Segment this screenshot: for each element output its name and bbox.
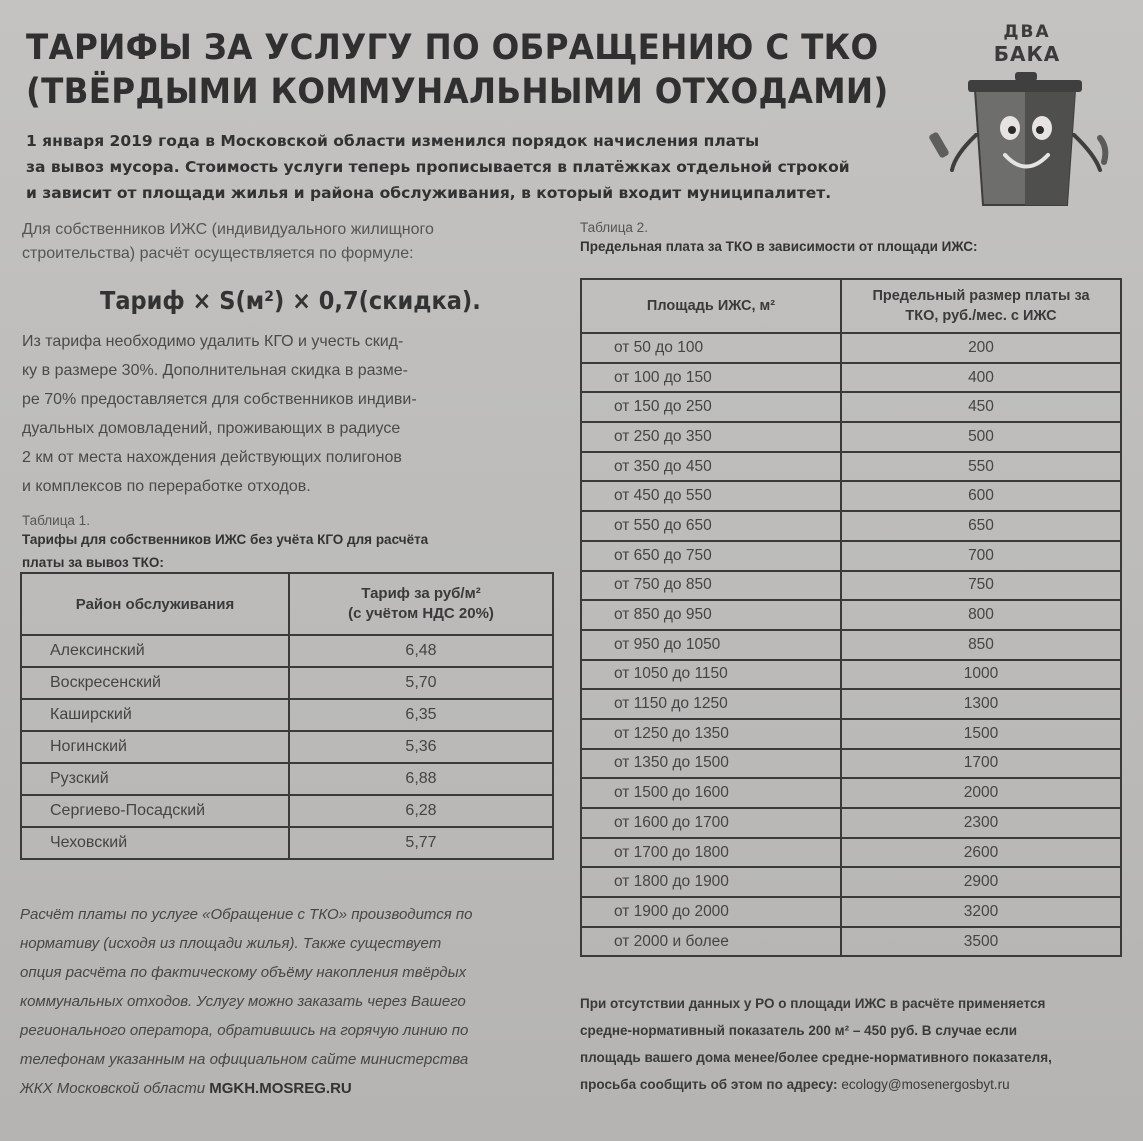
- price-cell: 850: [841, 630, 1121, 660]
- column-header-district: Район обслуживания: [21, 573, 289, 635]
- area-price-table: [580, 278, 1122, 957]
- trash-bin-mascot-icon: [920, 20, 1130, 210]
- table-row: [21, 667, 553, 699]
- info-line-text: ЖКХ Московской области: [20, 1080, 206, 1097]
- price-cell: 2000: [841, 778, 1121, 808]
- page-title: [26, 26, 889, 114]
- info-line: регионального оператора, обратившись на горячую линию по: [20, 1022, 469, 1039]
- area-cell: от 1500 до 1600: [581, 778, 841, 808]
- title-line-2: (ТВЁРДЫМИ КОММУНАЛЬНЫМИ ОТХОДАМИ): [26, 72, 889, 112]
- logo-text-line-1: ДВА: [1003, 22, 1051, 42]
- rate-cell: 5,70: [289, 667, 553, 699]
- contact-email-link[interactable]: ecology@mosenergosbyt.ru: [841, 1077, 1010, 1092]
- max-price-header-line: ТКО, руб./мес. с ИЖС: [905, 308, 1057, 324]
- price-cell: 1000: [841, 660, 1121, 690]
- area-cell: от 1900 до 2000: [581, 897, 841, 927]
- left-column: [20, 218, 560, 574]
- price-cell: 1300: [841, 689, 1121, 719]
- rate-cell: 5,36: [289, 731, 553, 763]
- price-cell: 2600: [841, 838, 1121, 868]
- district-cell: Алексинский: [21, 635, 289, 667]
- table-row: [581, 511, 1121, 541]
- area-cell: от 1150 до 1250: [581, 689, 841, 719]
- area-cell: от 450 до 550: [581, 481, 841, 511]
- info-line: телефонам указанным на официальном сайте министерства: [20, 1051, 469, 1068]
- max-price-header-line: Предельный размер платы за: [872, 288, 1090, 304]
- intro-line: 1 января 2019 года в Московской области изменился порядок начисления платы: [26, 132, 760, 150]
- price-cell: 500: [841, 422, 1121, 452]
- table-row: [581, 660, 1121, 690]
- district-cell: Каширский: [21, 699, 289, 731]
- table-row: [581, 927, 1121, 957]
- rate-cell: 6,88: [289, 763, 553, 795]
- area-cell: от 1800 до 1900: [581, 867, 841, 897]
- ministry-website-link[interactable]: MGKH.MOSREG.RU: [209, 1080, 352, 1097]
- rate-cell: 6,48: [289, 635, 553, 667]
- price-cell: 650: [841, 511, 1121, 541]
- area-cell: от 950 до 1050: [581, 630, 841, 660]
- table-row: [581, 541, 1121, 571]
- table-row: [581, 571, 1121, 601]
- table-row: [581, 422, 1121, 452]
- table-row: [581, 363, 1121, 393]
- area-cell: от 50 до 100: [581, 333, 841, 363]
- price-cell: 800: [841, 600, 1121, 630]
- formula-explanation-line: Из тарифа необходимо удалить КГО и учесть скид-: [22, 333, 404, 350]
- table-header-row: [21, 573, 553, 635]
- table-row: [581, 808, 1121, 838]
- table-row: [581, 333, 1121, 363]
- note-line: средне-нормативный показатель 200 м² – 450 руб. В случае если: [580, 1023, 1018, 1038]
- area-cell: от 100 до 150: [581, 363, 841, 393]
- rate-header-line: Тариф за руб/м²: [361, 585, 481, 602]
- info-line: опция расчёта по фактическому объёму накопления твёрдых: [20, 964, 467, 981]
- price-cell: 450: [841, 392, 1121, 422]
- price-cell: 400: [841, 363, 1121, 393]
- table-row: [581, 838, 1121, 868]
- table-row: [21, 635, 553, 667]
- price-cell: 550: [841, 452, 1121, 482]
- table-row: [21, 763, 553, 795]
- tariff-formula: Тариф × S(м²) × 0,7(скидка).: [100, 286, 481, 315]
- formula-explanation-line: ку в размере 30%. Дополнительная скидка в разме-: [22, 362, 408, 379]
- rate-header-line: (с учётом НДС 20%): [348, 605, 494, 622]
- table-row: [581, 481, 1121, 511]
- note-line: площадь вашего дома менее/более средне-нормативного показателя,: [580, 1050, 1052, 1065]
- price-cell: 3200: [841, 897, 1121, 927]
- note-line-text: просьба сообщить об этом по адресу:: [580, 1077, 838, 1092]
- district-cell: Ногинский: [21, 731, 289, 763]
- table-row: [581, 630, 1121, 660]
- intro-paragraph: [26, 128, 918, 206]
- note-line: [580, 1071, 1140, 1098]
- table1-title-line: платы за вывоз ТКО:: [22, 555, 164, 570]
- table2-caption: Таблица 2.: [580, 220, 648, 235]
- table-row: [21, 795, 553, 827]
- rate-cell: 6,35: [289, 699, 553, 731]
- table-row: [581, 897, 1121, 927]
- area-cell: от 1050 до 1150: [581, 660, 841, 690]
- column-header-rate: [289, 573, 553, 635]
- area-cell: от 150 до 250: [581, 392, 841, 422]
- table-row: [21, 731, 553, 763]
- column-header-max-price: [841, 279, 1121, 333]
- table-row: [21, 699, 553, 731]
- calculation-info-paragraph: [20, 900, 560, 1103]
- district-cell: Воскресенский: [21, 667, 289, 699]
- area-cell: от 550 до 650: [581, 511, 841, 541]
- table-row: [581, 867, 1121, 897]
- area-cell: от 250 до 350: [581, 422, 841, 452]
- table-row: [581, 689, 1121, 719]
- formula-explanation-line: дуальных домовладений, проживающих в радиусе: [22, 420, 401, 437]
- table-header-row: [581, 279, 1121, 333]
- title-line-1: ТАРИФЫ ЗА УСЛУГУ ПО ОБРАЩЕНИЮ С ТКО: [26, 28, 879, 68]
- intro-line: и зависит от площади жилья и района обслуживания, в который входит муниципалитет.: [26, 184, 832, 202]
- column-header-area: Площадь ИЖС, м²: [581, 279, 841, 333]
- table1-title-line: Тарифы для собственников ИЖС без учёта КГО для расчёта: [22, 532, 429, 547]
- district-cell: Сергиево-Посадский: [21, 795, 289, 827]
- area-cell: от 750 до 850: [581, 571, 841, 601]
- formula-explanation-line: и комплексов по переработке отходов.: [22, 478, 311, 495]
- missing-area-note: [580, 990, 1140, 1098]
- table1-title: [22, 528, 560, 574]
- formula-explanation-line: ре 70% предоставляется для собственников индиви-: [22, 391, 417, 408]
- formula-note-line: строительства) расчёт осуществляется по формуле:: [22, 245, 414, 262]
- area-cell: от 350 до 450: [581, 452, 841, 482]
- district-cell: Чеховский: [21, 827, 289, 859]
- table2-title: Предельная плата за ТКО в зависимости от площади ИЖС:: [580, 239, 978, 254]
- formula-explanation-line: 2 км от места нахождения действующих полигонов: [22, 449, 402, 466]
- table2-header: [580, 220, 1140, 254]
- price-cell: 1700: [841, 749, 1121, 779]
- table-row: [581, 778, 1121, 808]
- area-cell: от 1250 до 1350: [581, 719, 841, 749]
- table-row: [581, 749, 1121, 779]
- area-cell: от 1700 до 1800: [581, 838, 841, 868]
- area-cell: от 1600 до 1700: [581, 808, 841, 838]
- area-cell: от 1350 до 1500: [581, 749, 841, 779]
- price-cell: 750: [841, 571, 1121, 601]
- info-line: [20, 1074, 560, 1103]
- info-line: нормативу (исходя из площади жилья). Также существует: [20, 935, 442, 952]
- area-cell: от 2000 и более: [581, 927, 841, 957]
- rate-cell: 5,77: [289, 827, 553, 859]
- price-cell: 2300: [841, 808, 1121, 838]
- area-cell: от 850 до 950: [581, 600, 841, 630]
- price-cell: 200: [841, 333, 1121, 363]
- dva-baka-logo: [920, 20, 1130, 210]
- info-line: Расчёт платы по услуге «Обращение с ТКО» производится по: [20, 906, 473, 923]
- note-line: При отсутствии данных у РО о площади ИЖС в расчёте применяется: [580, 996, 1046, 1011]
- formula-explanation: [22, 327, 560, 501]
- price-cell: 700: [841, 541, 1121, 571]
- table-row: [21, 827, 553, 859]
- table-row: [581, 600, 1121, 630]
- price-cell: 1500: [841, 719, 1121, 749]
- rate-cell: 6,28: [289, 795, 553, 827]
- table-row: [581, 719, 1121, 749]
- table-row: [581, 452, 1121, 482]
- table1-caption: Таблица 1.: [22, 513, 90, 528]
- formula-note: [22, 218, 560, 266]
- logo-text-line-2: БАКА: [993, 42, 1061, 66]
- price-cell: 3500: [841, 927, 1121, 957]
- price-cell: 2900: [841, 867, 1121, 897]
- info-line: коммунальных отходов. Услугу можно заказать через Вашего: [20, 993, 466, 1010]
- area-cell: от 650 до 750: [581, 541, 841, 571]
- table-row: [581, 392, 1121, 422]
- price-cell: 600: [841, 481, 1121, 511]
- intro-line: за вывоз мусора. Стоимость услуги теперь прописывается в платёжках отдельной строкой: [26, 158, 850, 176]
- district-cell: Рузский: [21, 763, 289, 795]
- formula-note-line: Для собственников ИЖС (индивидуального жилищного: [22, 221, 434, 238]
- district-tariff-table: [20, 572, 554, 860]
